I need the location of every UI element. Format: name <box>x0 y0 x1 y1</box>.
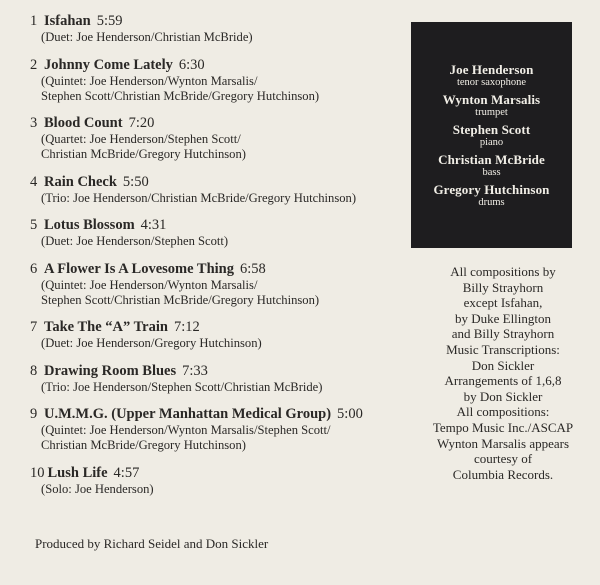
musician-name: Gregory Hutchinson <box>433 182 550 197</box>
track-credits: (Duet: Joe Henderson/Gregory Hutchinson) <box>41 336 262 350</box>
composition-notes <box>405 264 600 482</box>
track-title: Rain Check <box>44 173 117 190</box>
notes-line: All compositions: <box>456 404 550 420</box>
track-title: A Flower Is A Lovesome Thing <box>44 260 235 277</box>
track-duration: 7:12 <box>173 319 200 335</box>
notes-line: by Duke Ellington <box>454 310 552 326</box>
producer-credit: Produced by Richard Seidel and Don Sickler <box>35 536 269 551</box>
track-duration: 7:20 <box>128 115 155 131</box>
track-credits: (Quintet: Joe Henderson/Wynton Marsalis/ Stephen Scott/Christian McBride/Gregory Hutchinson) <box>41 277 320 307</box>
notes-line: Wynton Marsalis appears <box>436 435 570 451</box>
musician-name: Wynton Marsalis <box>442 92 541 107</box>
track-duration: 7:33 <box>182 362 208 379</box>
notes-line: Don Sickler <box>471 357 535 373</box>
musician-name: Christian McBride <box>438 152 545 167</box>
track-item <box>30 114 410 162</box>
track-item <box>30 12 410 45</box>
notes-line: All compositions by <box>450 264 556 279</box>
notes-line: by Don Sickler <box>463 388 543 404</box>
personnel-item <box>411 63 572 88</box>
musician-instrument: piano <box>479 137 504 148</box>
track-number: 3 <box>30 115 38 131</box>
track-number: 1 <box>30 13 38 29</box>
musician-instrument: tenor saxophone <box>456 77 527 88</box>
track-duration: 4:57 <box>113 464 140 481</box>
track-title: Blood Count <box>44 115 123 131</box>
personnel-panel <box>411 22 572 248</box>
track-duration: 6:30 <box>178 56 205 73</box>
track-credits: (Duet: Joe Henderson/Christian McBride) <box>41 30 253 44</box>
track-number: 6 <box>30 260 38 277</box>
notes-line: except Isfahan, <box>463 295 543 311</box>
track-item <box>30 318 410 351</box>
notes-line: Billy Strayhorn <box>462 279 544 295</box>
musician-instrument: drums <box>478 197 505 208</box>
musician-instrument: bass <box>482 167 501 178</box>
personnel-item <box>411 183 572 208</box>
track-item <box>30 173 410 206</box>
track-item <box>30 405 410 453</box>
track-credits: (Quintet: Joe Henderson/Wynton Marsalis/ Stephen Scott/Christian McBride/Gregory Hutchinson) <box>41 73 320 103</box>
personnel-item <box>411 93 572 118</box>
track-title: Johnny Come Lately <box>44 56 173 73</box>
track-number: 2 <box>30 56 38 73</box>
notes-line: courtesy of <box>473 451 533 467</box>
track-credits: (Quartet: Joe Henderson/Stephen Scott/ Christian McBride/Gregory Hutchinson) <box>41 132 246 161</box>
track-number: 9 <box>30 406 38 422</box>
notes-line: Columbia Records. <box>452 466 554 482</box>
track-number: 5 <box>30 217 38 233</box>
track-item <box>30 216 410 249</box>
track-credits: (Trio: Joe Henderson/Christian McBride/Gregory Hutchinson) <box>41 190 357 205</box>
track-item <box>30 56 410 104</box>
track-item <box>30 260 410 308</box>
track-duration: 4:31 <box>140 217 167 233</box>
personnel-item <box>411 153 572 178</box>
track-duration: 5:59 <box>96 13 123 29</box>
track-duration: 5:00 <box>337 406 363 422</box>
track-item <box>30 362 410 395</box>
notes-line: Tempo Music Inc./ASCAP <box>432 419 574 435</box>
musician-name: Joe Henderson <box>449 62 534 77</box>
notes-line: Arrangements of 1,6,8 <box>444 373 562 389</box>
track-number: 4 <box>30 173 38 190</box>
musician-instrument: trumpet <box>475 107 508 118</box>
track-title: Take The “A” Train <box>44 319 168 335</box>
track-title: Lotus Blossom <box>44 217 135 233</box>
track-credits: (Quintet: Joe Henderson/Wynton Marsalis/Stephen Scott/ Christian McBride/Gregory Hutchinson) <box>41 423 331 452</box>
track-number: 8 <box>30 362 38 379</box>
track-duration: 5:50 <box>122 173 149 190</box>
track-credits: (Duet: Joe Henderson/Stephen Scott) <box>41 234 229 248</box>
track-credits: (Trio: Joe Henderson/Stephen Scott/Christian McBride) <box>41 379 323 394</box>
notes-line: and Billy Strayhorn <box>451 326 555 342</box>
track-list <box>30 12 410 507</box>
track-title: Isfahan <box>44 13 91 29</box>
personnel-item <box>411 123 572 148</box>
track-credits: (Solo: Joe Henderson) <box>41 481 154 496</box>
track-duration: 6:58 <box>240 260 266 277</box>
track-title: U.M.M.G. (Upper Manhattan Medical Group) <box>44 406 332 422</box>
track-title: Drawing Room Blues <box>44 362 177 379</box>
notes-line: Music Transcriptions: <box>446 341 560 357</box>
track-number: 10 <box>30 464 45 481</box>
musician-name: Stephen Scott <box>452 122 531 137</box>
track-item <box>30 464 410 497</box>
track-title: Lush Life <box>47 464 108 481</box>
track-number: 7 <box>30 319 38 335</box>
